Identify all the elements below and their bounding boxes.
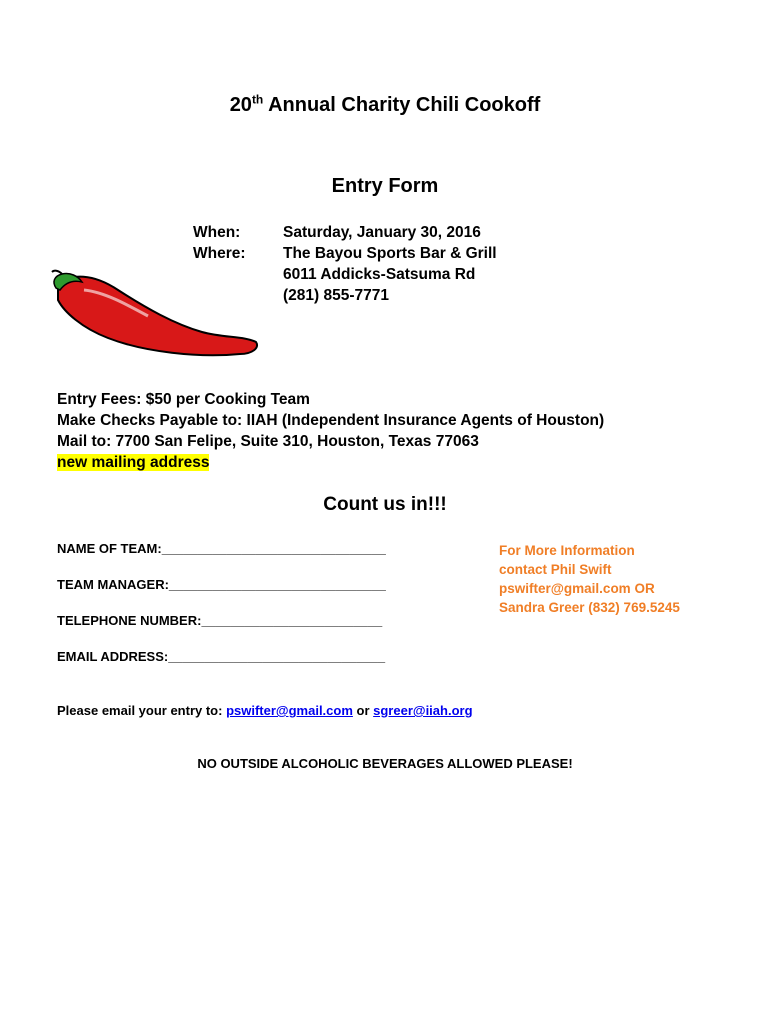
contact-line: Sandra Greer (832) 769.5245 (499, 600, 680, 615)
when-label: When: (193, 224, 241, 241)
submit-joiner: or (352, 703, 374, 718)
email-link-pswifter[interactable]: pswifter@gmail.com (226, 703, 353, 718)
team-name-field[interactable]: NAME OF TEAM:_______________________________ (57, 541, 386, 556)
submit-prefix: Please email your entry to: (57, 703, 227, 718)
title-ordinal-suffix: th (251, 92, 264, 107)
form-subtitle: Entry Form (331, 175, 439, 197)
event-venue: The Bayou Sports Bar & Grill (283, 245, 497, 262)
event-address: 6011 Addicks-Satsuma Rd (283, 266, 476, 283)
chili-pepper-icon (48, 268, 262, 362)
event-labels (193, 222, 246, 264)
entry-fee-line: Entry Fees: $50 per Cooking Team (57, 391, 310, 408)
entry-fees-section (57, 389, 604, 473)
count-us-in-heading: Count us in!!! (323, 494, 447, 515)
contact-line: contact Phil Swift (499, 562, 612, 577)
event-phone: (281) 855-7771 (283, 287, 389, 304)
contact-info (499, 541, 680, 617)
where-label: Where: (193, 245, 246, 262)
alcohol-notice: NO OUTSIDE ALCOHOLIC BEVERAGES ALLOWED PLEASE! (197, 756, 573, 771)
new-address-highlight: new mailing address (57, 454, 210, 471)
email-address-field[interactable]: EMAIL ADDRESS:______________________________ (57, 649, 386, 664)
submit-instructions (57, 703, 473, 718)
event-date: Saturday, January 30, 2016 (283, 224, 481, 241)
team-manager-field[interactable]: TEAM MANAGER:______________________________ (57, 577, 386, 592)
page-title (0, 94, 770, 117)
contact-line: For More Information (499, 543, 635, 558)
contact-line: pswifter@gmail.com OR (499, 581, 655, 596)
email-link-sgreer[interactable]: sgreer@iiah.org (373, 703, 473, 718)
title-text: Annual Charity Chili Cookoff (263, 94, 541, 116)
mail-to-line: Mail to: 7700 San Felipe, Suite 310, Houston, Texas 77063 (57, 433, 479, 450)
title-number: 20 (229, 94, 252, 116)
checks-payable-line: Make Checks Payable to: IIAH (Independent Insurance Agents of Houston) (57, 412, 605, 429)
event-details (283, 222, 497, 306)
telephone-field[interactable]: TELEPHONE NUMBER:_________________________ (57, 613, 383, 628)
